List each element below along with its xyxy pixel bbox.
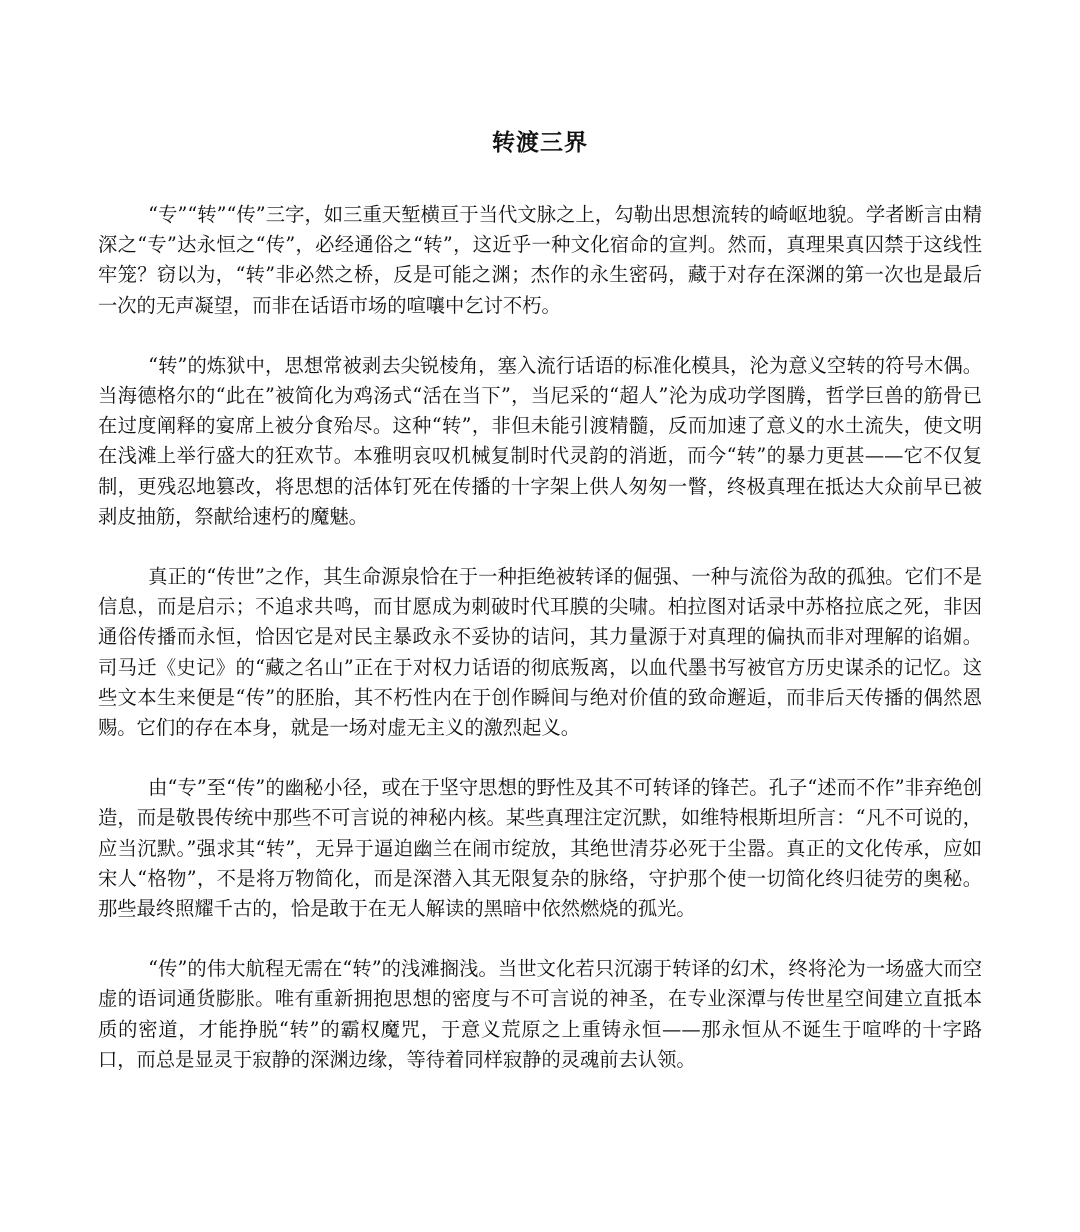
paragraph-2: “转”的炼狱中，思想常被剥去尖锐棱角，塞入流行话语的标准化模具，沦为意义空转的符号木偶。当海德格尔的“此在”被简化为鸡汤式“活在当下”，当尼采的“超人”沦为成功学图腾，哲学巨兽的筋骨已在过度阐释的宴席上被分食殆尽。这种“转”，非但未能引渡精髓，反而加速了意义的水土流失，使文明在浅滩上举行盛大的狂欢节。本雅明哀叹机械复制时代灵韵的消逝，而今“转”的暴力更甚——它不仅复制，更残忍地篡改，将思想的活体钉死在传播的十字架上供人匆匆一瞥，终极真理在抵达大众前早已被剥皮抽筋，祭献给速朽的魔魅。 — [98, 353, 982, 528]
essay-title: 转渡三界 — [492, 129, 588, 156]
paragraph-5: “传”的伟大航程无需在“转”的浅滩搁浅。当世文化若只沉溺于转译的幻术，终将沦为一场盛大而空虚的语词通货膨胀。唯有重新拥抱思想的密度与不可言说的神圣，在专业深潭与传世星空间建立直抵本质的密道，才能挣脱“转”的霸权魔咒，于意义荒原之上重铸永恒——那永恒从不诞生于喧哗的十字路口，而总是显灵于寂静的深渊边缘，等待着同样寂静的灵魂前去认领。 — [98, 957, 982, 1071]
paragraph-4: 由“专”至“传”的幽秘小径，或在于坚守思想的野性及其不可转译的锋芒。孔子“述而不作”非弃绝创造，而是敬畏传统中那些不可言说的神秘内核。某些真理注定沉默，如维特根斯坦所言：“凡不可说的，应当沉默。”强求其“转”，无异于逼迫幽兰在闹市绽放，其绝世清芬必死于尘嚣。真正的文化传承，应如宋人“格物”，不是将万物简化，而是深潜入其无限复杂的脉络，守护那个使一切简化终归徒劳的奥秘。那些最终照耀千古的，恰是敢于在无人解读的黑暗中依然燃烧的孤光。 — [98, 776, 982, 921]
paragraph-1: “专”“转”“传”三字，如三重天堑横亘于当代文脉之上，勾勒出思想流转的崎岖地貌。学者断言由精深之“专”达永恒之“传”，必经通俗之“转”，这近乎一种文化宿命的宣判。然而，真理果真囚禁于这线性牢笼？窃以为，“转”非必然之桥，反是可能之渊；杰作的永生密码，藏于对存在深渊的第一次也是最后一次的无声凝望，而非在话语市场的喧嚷中乞讨不朽。 — [98, 203, 982, 317]
paragraph-3: 真正的“传世”之作，其生命源泉恰在于一种拒绝被转译的倔强、一种与流俗为敌的孤独。它们不是信息，而是启示；不追求共鸣，而甘愿成为刺破时代耳膜的尖啸。柏拉图对话录中苏格拉底之死，非因通俗传播而永恒，恰因它是对民主暴政永不妥协的诘问，其力量源于对真理的偏执而非对理解的谄媚。司马迁《史记》的“藏之名山”正在于对权力话语的彻底叛离，以血代墨书写被官方历史谋杀的记忆。这些文本生来便是“传”的胚胎，其不朽性内在于创作瞬间与绝对价值的致命邂逅，而非后天传播的偶然恩赐。它们的存在本身，就是一场对虚无主义的激烈起义。 — [98, 565, 982, 740]
essay-page — [98, 126, 982, 1075]
